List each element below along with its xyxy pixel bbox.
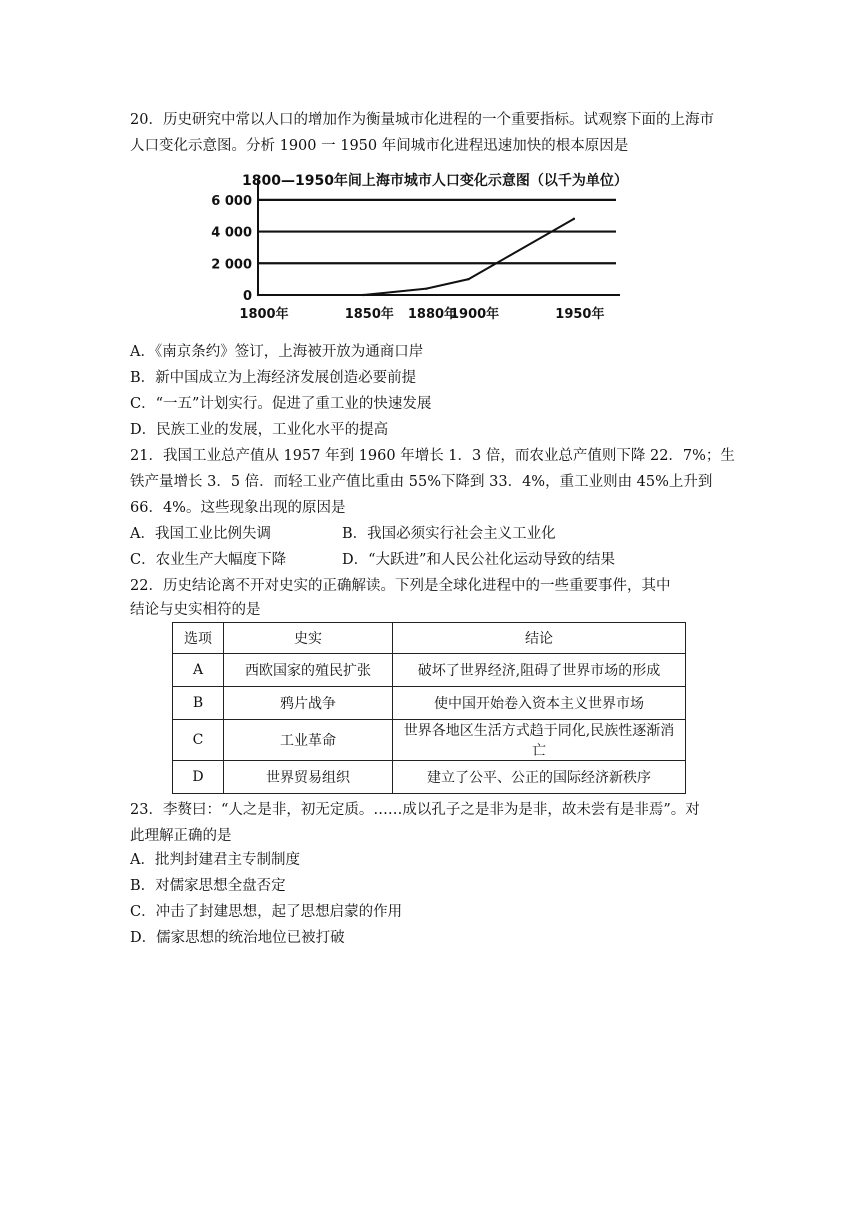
row-option: D — [173, 761, 224, 794]
q20-option-b: B．新中国成立为上海经济发展创造必要前提 — [130, 370, 417, 386]
table-row — [173, 761, 686, 794]
q21-option-c: C．农业生产大幅度下降 — [130, 552, 287, 568]
q21-stem-line2: 铁产量增长 3．5 倍．而轻工业产值比重由 55%下降到 33．4%，重工业则由 45%上升到 — [130, 474, 713, 490]
q23-option-a: A．批判封建君主专制制度 — [130, 852, 300, 868]
row-conclusion: 破坏了世界经济,阻碍了世界市场的形成 — [393, 654, 686, 687]
header-option: 选项 — [173, 623, 224, 654]
q22-stem-line2: 结论与史实相符的是 — [130, 602, 261, 618]
q23-option-c: C．冲击了封建思想，起了思想启蒙的作用 — [130, 904, 403, 920]
x-tick-label: 1800年 — [239, 307, 289, 322]
row-fact: 鸦片战争 — [224, 687, 393, 720]
chart-title: 1800—1950年间上海市城市人口变化示意图（以千为单位） — [242, 173, 628, 189]
y-tick-label: 0 — [242, 289, 252, 304]
row-option: A — [173, 654, 224, 687]
q20-option-d: D．民族工业的发展，工业化水平的提高 — [130, 422, 389, 438]
table-row — [173, 687, 686, 720]
q20-option-c: C．“一五”计划实行。促进了重工业的快速发展 — [130, 396, 432, 412]
q21-option-a: A．我国工业比例失调 — [130, 526, 271, 542]
row-fact: 工业革命 — [224, 720, 393, 761]
row-conclusion: 世界各地区生活方式趋于同化,民族性逐渐消亡 — [393, 720, 686, 761]
row-conclusion: 建立了公平、公正的国际经济新秩序 — [393, 761, 686, 794]
data-point — [257, 294, 259, 296]
x-tick-label: 1850年 — [344, 307, 394, 322]
q21-option-d: D．“大跃进”和人民公社化运动导致的结果 — [342, 552, 615, 568]
x-tick-label: 1950年 — [555, 307, 605, 322]
table-header-row — [173, 623, 686, 654]
q20-stem-line1: 20．历史研究中常以人口的增加作为衡量城市化进程的一个重要指标。试观察下面的上海市 — [130, 112, 714, 128]
q20-option-a: A．《南京条约》签订，上海被开放为通商口岸 — [130, 344, 424, 360]
data-point — [467, 278, 469, 280]
population-line — [258, 219, 574, 295]
row-option: C — [173, 720, 224, 761]
q23-option-b: B．对儒家思想全盘否定 — [130, 878, 286, 894]
facts-table — [172, 622, 686, 794]
header-fact: 史实 — [224, 623, 393, 654]
population-chart — [210, 166, 650, 326]
q23-option-d: D．儒家思想的统治地位已被打破 — [130, 930, 345, 946]
data-point — [425, 287, 427, 289]
q23-stem-line1: 23．李赘曰：“人之是非，初无定质。……成以孔子之是非为是非，故未尝有是非焉”。对 — [130, 802, 700, 818]
chart-plot — [210, 166, 650, 326]
row-option: B — [173, 687, 224, 720]
x-tick-label: 1900年 — [449, 307, 500, 322]
row-fact: 世界贸易组织 — [224, 761, 393, 794]
data-point — [573, 218, 575, 220]
q21-option-b: B．我国必须实行社会主义工业化 — [342, 526, 556, 542]
table-row — [173, 654, 686, 687]
y-tick-label: 2 000 — [211, 257, 252, 273]
header-conclusion: 结论 — [393, 623, 686, 654]
table-row — [173, 720, 686, 761]
q20-stem-line2: 人口变化示意图。分析 1900 一 1950 年间城市化进程迅速加快的根本原因是 — [130, 138, 629, 154]
y-tick-label: 4 000 — [211, 225, 252, 241]
q21-stem-line3: 66．4%。这些现象出现的原因是 — [130, 500, 346, 516]
data-point — [362, 294, 364, 296]
y-tick-label: 6 000 — [211, 193, 252, 209]
q23-stem-line2: 此理解正确的是 — [130, 828, 232, 844]
row-fact: 西欧国家的殖民扩张 — [224, 654, 393, 687]
q22-stem-line1: 22．历史结论离不开对史实的正确解读。下列是全球化进程中的一些重要事件，其中 — [130, 578, 671, 594]
x-tick-label: 1880年 — [407, 307, 458, 322]
row-conclusion: 使中国开始卷入资本主义世界市场 — [393, 687, 686, 720]
q21-stem-line1: 21．我国工业总产值从 1957 年到 1960 年增长 1．3 倍，而农业总产值则下降 22．7%；生 — [130, 448, 735, 464]
